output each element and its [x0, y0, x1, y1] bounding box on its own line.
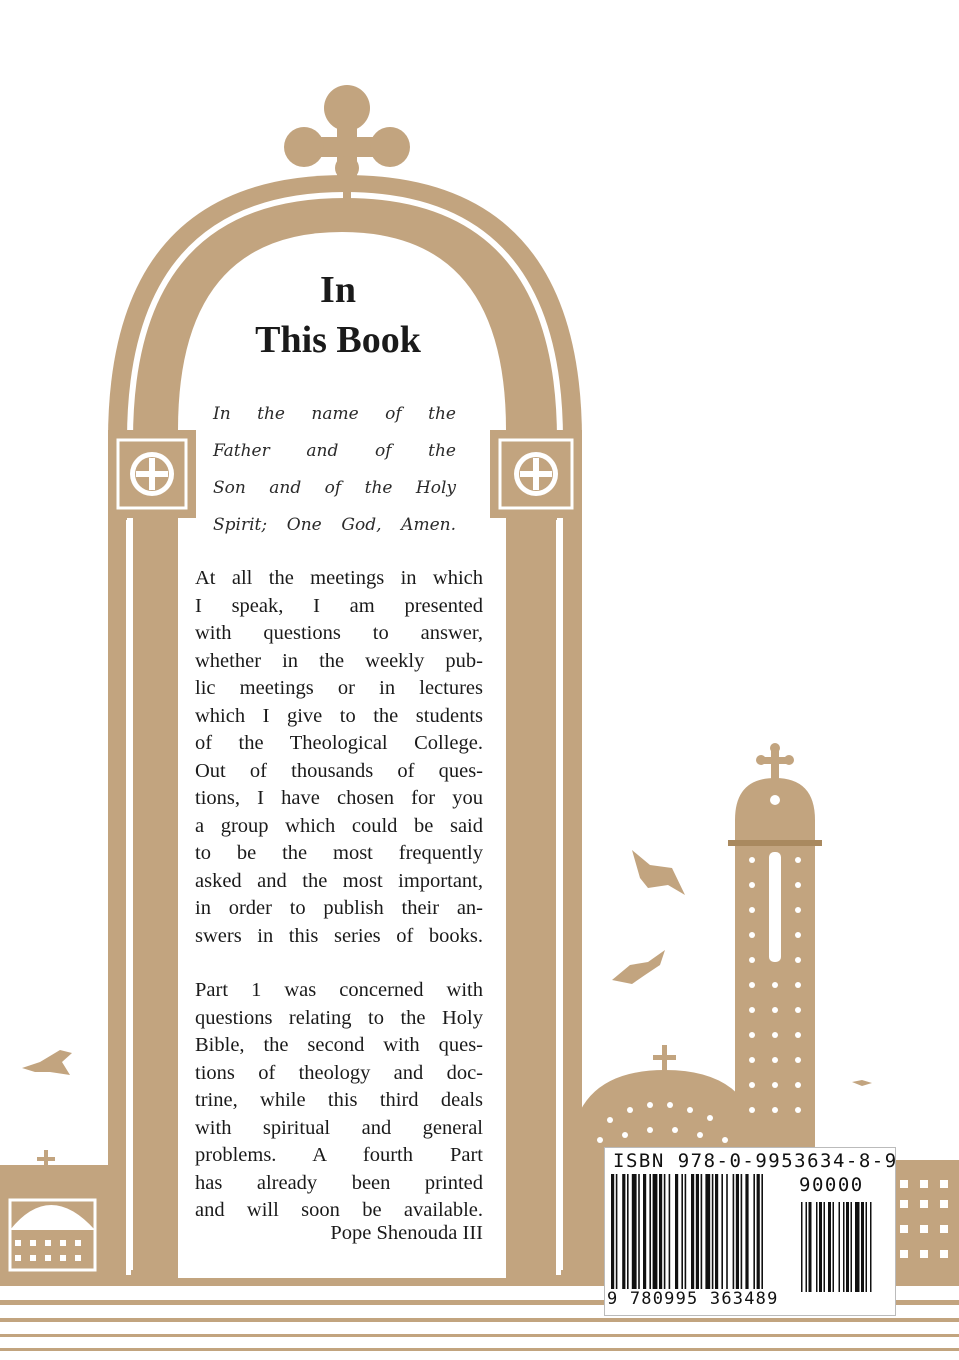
dove-icon: [632, 850, 685, 895]
barcode-bar: [715, 1174, 718, 1292]
left-building: [0, 1150, 125, 1280]
barcode-bar: [653, 1174, 658, 1292]
paragraph-line: At all the meetings in which: [195, 567, 483, 589]
barcode-bar: [622, 1174, 625, 1292]
paragraph-line: whether in the weekly pub-: [195, 649, 483, 672]
barcode-bar: [726, 1174, 728, 1292]
barcode-bar: [761, 1174, 763, 1292]
paragraph-line: with questions to answer,: [195, 622, 483, 644]
barcode-addon-bar: [839, 1202, 841, 1292]
barcode-bar: [721, 1174, 723, 1292]
barcode-bar: [659, 1174, 662, 1292]
cross-icon: [756, 743, 794, 780]
series-paragraph: [195, 977, 483, 1225]
barcode-addon-bar: [870, 1202, 872, 1292]
barcode-bar: [705, 1174, 710, 1292]
barcode-icon: [604, 1147, 896, 1316]
barcode-addon-bar: [846, 1202, 849, 1292]
barcode-bar: [691, 1174, 694, 1292]
paragraph-line: tions, I have chosen for you: [195, 787, 483, 809]
price-code: 90000: [799, 1174, 864, 1196]
barcode-bar: [712, 1174, 714, 1292]
barcode-addon-bar: [833, 1202, 835, 1292]
barcode-addon-bar: [801, 1202, 803, 1292]
invocation-line: Spirit; One God, Amen.: [213, 515, 456, 535]
paragraph-line: problems. A fourth Part: [195, 1144, 483, 1166]
paragraph-line: has already been printed: [195, 1171, 483, 1194]
barcode-addon-bar: [806, 1202, 808, 1292]
barcode-bar: [675, 1174, 678, 1292]
paragraph-line: lic meetings or in lectures: [195, 677, 483, 699]
invocation-line: Son and of the Holy: [213, 478, 456, 498]
dove-icon: [612, 950, 665, 984]
barcode-addon-bar: [866, 1202, 868, 1292]
bell-tower-icon: [728, 743, 822, 1165]
barcode-addon-bar: [809, 1202, 812, 1292]
barcode-bar: [669, 1174, 671, 1292]
barcode-bar: [696, 1174, 699, 1292]
invocation-block: [213, 396, 456, 544]
barcode-addon-bar: [843, 1202, 845, 1292]
paragraph-line: Bible, the second with ques-: [195, 1034, 483, 1056]
barcode-bar: [643, 1174, 646, 1292]
paragraph-line: asked and the most important,: [195, 869, 483, 892]
paragraph-line: questions relating to the Holy: [195, 1006, 483, 1029]
barcode-bar: [632, 1174, 637, 1292]
title-line-1: In: [320, 269, 356, 311]
invocation-line: In the name of the: [213, 404, 456, 424]
barcode-bar: [745, 1174, 748, 1292]
barcode-addon-bar: [819, 1202, 822, 1292]
paragraph-line: which I give to the students: [195, 704, 483, 727]
barcode-digits: 9 780995 363489: [607, 1289, 779, 1309]
paragraph-line: in order to publish their an-: [195, 897, 483, 919]
title-line-2: This Book: [255, 319, 421, 361]
paragraph-line: Part 1 was concerned with: [195, 979, 483, 1001]
barcode-bar: [638, 1174, 640, 1292]
isbn-label: ISBN 978-0-9953634-8-9: [613, 1150, 898, 1172]
invocation-line: Father and of the: [213, 441, 456, 461]
barcode-addon-bar: [855, 1202, 860, 1292]
paragraph-line: tions of theology and doc-: [195, 1061, 483, 1084]
barcode-bar: [701, 1174, 703, 1292]
cross-icon: [653, 1045, 676, 1073]
paragraph-line: with spiritual and general: [195, 1116, 483, 1139]
paragraph-line: trine, while this third deals: [195, 1089, 483, 1111]
paragraph-line: of the Theological College.: [195, 732, 483, 754]
paragraph-line: and will soon be available.: [195, 1199, 483, 1221]
barcode-addon-bar: [828, 1202, 831, 1292]
barcode-addon-bar: [816, 1202, 818, 1292]
paragraph-line: Out of thousands of ques-: [195, 759, 483, 782]
dove-icon: [22, 1050, 72, 1075]
barcode-addon-bar: [824, 1202, 826, 1292]
barcode-bar: [627, 1174, 629, 1292]
barcode-bar: [664, 1174, 666, 1292]
paragraph-line: to be the most frequently: [195, 842, 483, 864]
author-signature: Pope Shenouda III: [330, 1222, 483, 1244]
barcode-bar: [736, 1174, 739, 1292]
barcode-bar: [611, 1174, 614, 1292]
barcode-bar: [681, 1174, 683, 1292]
barcode-bar: [741, 1174, 743, 1292]
dove-icon: [852, 1080, 872, 1086]
paragraph-line: I speak, I am presented: [195, 594, 483, 617]
barcode-bar: [753, 1174, 755, 1292]
paragraph-line: a group which could be said: [195, 814, 483, 837]
paragraph-line: swers in this series of books.: [195, 924, 483, 947]
barcode-addon-bar: [851, 1202, 853, 1292]
barcode-bar: [733, 1174, 735, 1292]
barcode-bar: [649, 1174, 651, 1292]
barcode-addon-bar: [861, 1202, 864, 1292]
barcode-bar: [757, 1174, 760, 1292]
intro-paragraph: [195, 565, 483, 950]
barcode-bar: [616, 1174, 618, 1292]
barcode-bar: [685, 1174, 687, 1292]
